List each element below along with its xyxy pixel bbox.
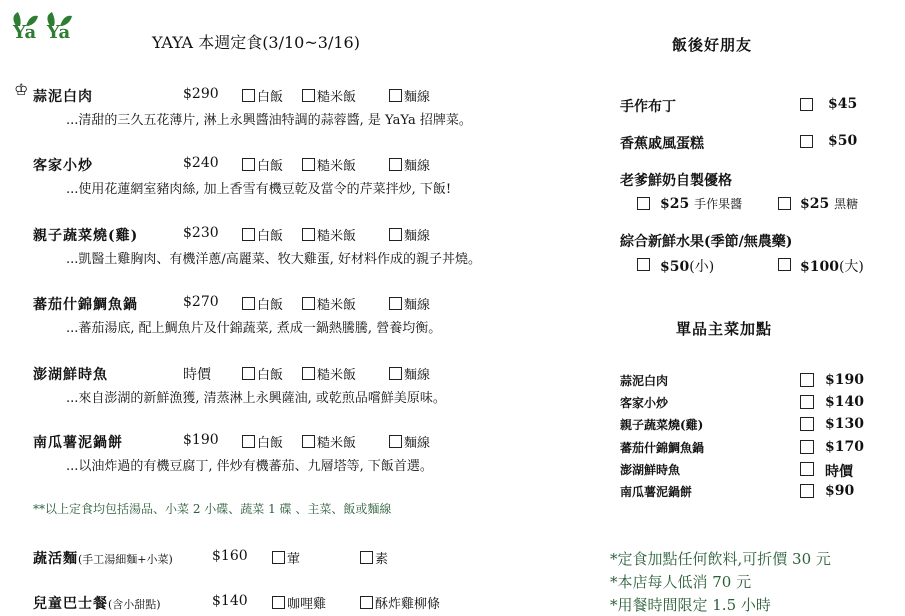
option-label: 麵線 (404, 159, 431, 174)
addon-item-price: $130 (825, 416, 864, 432)
yogurt-name: 老爹鮮奶自製優格 (620, 173, 732, 189)
rice-option-noodle[interactable] (389, 432, 430, 451)
rice-option-white[interactable] (242, 86, 283, 105)
addon-title: 單品主菜加點 (676, 320, 773, 338)
dish-price: $190 (183, 432, 219, 448)
rice-option-brown[interactable] (302, 364, 356, 383)
option-label: 白飯 (257, 159, 284, 174)
rice-option-noodle[interactable] (389, 86, 430, 105)
checkbox[interactable] (242, 297, 255, 310)
noodle-name-text: 蔬活麵 (33, 551, 78, 567)
addon-item-name: 親子蔬菜燒(雞) (620, 418, 704, 432)
addon-item-name: 南瓜薯泥鍋餅 (620, 485, 693, 499)
dish-desc: ...凱醫土雞胸肉、有機洋蔥/高麗菜、牧大雞蛋, 好材料作成的親子丼燒。 (66, 252, 482, 267)
checkbox[interactable] (360, 551, 373, 564)
dish-desc: ...來自澎湖的新鮮漁獲, 清蒸淋上永興薩油, 或乾煎品嚐鮮美原味。 (66, 391, 446, 406)
dessert-title: 飯後好朋友 (672, 36, 753, 54)
rice-option-white[interactable] (242, 225, 283, 244)
dish-price: $230 (183, 225, 219, 241)
addon-checkbox[interactable] (800, 484, 814, 498)
noodle-option-1[interactable] (272, 548, 300, 567)
rice-option-brown[interactable] (302, 225, 356, 244)
checkbox[interactable] (242, 228, 255, 241)
option-label: 糙米飯 (317, 436, 357, 451)
checkbox[interactable] (389, 435, 402, 448)
logo-left-text: Ya (13, 22, 37, 43)
checkbox[interactable] (389, 158, 402, 171)
fruit-option-2-checkbox[interactable] (778, 258, 791, 271)
kids-sub: (含小甜點) (108, 598, 161, 611)
page-title: YAYA 本週定食(3/10~3/16) (152, 33, 360, 52)
yogurt-opt1-label: 手作果醬 (694, 197, 743, 211)
checkbox[interactable] (389, 89, 402, 102)
addon-item-price: $190 (825, 372, 864, 388)
dish-desc: ...以油炸過的有機豆腐丁, 伴炒有機蕃茄、九層塔等, 下飯首選。 (66, 459, 433, 474)
option-label: 糙米飯 (317, 229, 357, 244)
option-label: 麵線 (404, 90, 431, 105)
dish-name: 澎湖鮮時魚 (33, 367, 108, 383)
noodle-price: $160 (212, 548, 248, 564)
yogurt-option-1-checkbox[interactable] (637, 197, 650, 210)
noodle-sub: (手工湯細麵+小菜) (78, 553, 173, 566)
option-label: 白飯 (257, 229, 284, 244)
set-meal-note: **以上定食均包括湯品、小菜 2 小碟、蔬菜 1 碟 、主菜、飯或麵線 (33, 502, 392, 516)
dish-desc: ...蕃茄湯底, 配上鯛魚片及什錦蔬菜, 煮成一鍋熱騰騰, 營養均衡。 (66, 321, 442, 336)
option-label: 麵線 (404, 368, 431, 383)
addon-checkbox[interactable] (800, 462, 814, 476)
logo (8, 8, 78, 48)
footer-note-2: *本店每人低消 70 元 (610, 573, 752, 591)
addon-checkbox[interactable] (800, 417, 814, 431)
option-label: 糙米飯 (317, 368, 357, 383)
option-label: 麵線 (404, 436, 431, 451)
checkbox[interactable] (302, 158, 315, 171)
rice-option-brown[interactable] (302, 432, 356, 451)
rice-option-brown[interactable] (302, 155, 356, 174)
addon-item-name: 蕃茄什錦鯛魚鍋 (620, 441, 705, 455)
pudding-price: $45 (828, 96, 858, 112)
checkbox[interactable] (389, 228, 402, 241)
rice-option-white[interactable] (242, 364, 283, 383)
noodle-option-2[interactable] (360, 548, 388, 567)
fruit-option-2 (800, 256, 864, 276)
option-label: 咖哩雞 (287, 597, 327, 612)
fruit-opt1-label: (小) (689, 259, 715, 275)
yogurt-option-2-checkbox[interactable] (778, 197, 791, 210)
checkbox[interactable] (242, 158, 255, 171)
dish-name: 蒜泥白肉 (33, 89, 93, 105)
checkbox[interactable] (302, 435, 315, 448)
footer-note-1: *定食加點任何飲料,可折價 30 元 (610, 550, 831, 568)
cake-price: $50 (828, 133, 858, 149)
option-label: 白飯 (257, 90, 284, 105)
kids-name-text: 兒童巴士餐 (33, 596, 108, 612)
addon-item-name: 客家小炒 (620, 396, 669, 410)
yogurt-option-1 (660, 195, 742, 212)
option-label: 糙米飯 (317, 298, 357, 313)
addon-item-price: $170 (825, 439, 864, 455)
option-label: 麵線 (404, 298, 431, 313)
dish-price: $240 (183, 155, 219, 171)
cake-checkbox[interactable] (800, 135, 813, 148)
option-label: 白飯 (257, 298, 284, 313)
dish-desc: ...使用花蓮網室豬肉絲, 加上香雪有機豆乾及當令的芹菜拌炒, 下飯! (66, 182, 452, 197)
rice-option-noodle[interactable] (389, 225, 430, 244)
rice-option-brown[interactable] (302, 86, 356, 105)
rice-option-noodle[interactable] (389, 364, 430, 383)
dish-price: $270 (183, 294, 219, 310)
footer-note-3: *用餐時間限定 1.5 小時 (610, 596, 771, 614)
checkbox[interactable] (302, 367, 315, 380)
kids-meal-name (33, 593, 161, 613)
addon-checkbox[interactable] (800, 373, 814, 387)
logo-right-text: Ya (47, 22, 71, 43)
pudding-checkbox[interactable] (800, 98, 813, 111)
kids-price: $140 (212, 593, 248, 609)
dish-name: 親子蔬菜燒(雞) (33, 228, 139, 244)
checkbox[interactable] (302, 297, 315, 310)
checkbox[interactable] (302, 89, 315, 102)
addon-checkbox[interactable] (800, 395, 814, 409)
dish-price: $290 (183, 86, 219, 102)
option-label: 麵線 (404, 229, 431, 244)
addon-checkbox[interactable] (800, 440, 814, 454)
checkbox[interactable] (302, 228, 315, 241)
option-label: 酥炸雞柳條 (375, 597, 441, 612)
addon-item-price: 時價 (825, 464, 853, 480)
rice-option-white[interactable] (242, 155, 283, 174)
rice-option-white[interactable] (242, 294, 283, 313)
addon-item-price: $90 (825, 483, 855, 499)
dish-name: 客家小炒 (33, 158, 93, 174)
dish-name: 蕃茄什錦鯛魚鍋 (33, 297, 138, 313)
rice-option-white[interactable] (242, 432, 283, 451)
cake-name: 香蕉戚風蛋糕 (620, 136, 704, 152)
option-label: 白飯 (257, 368, 284, 383)
addon-item-name: 蒜泥白肉 (620, 374, 669, 388)
kids-option-2[interactable] (360, 593, 440, 612)
fruit-opt2-label: (大) (838, 259, 864, 275)
pudding-name: 手作布丁 (620, 99, 676, 115)
fruit-name: 綜合新鮮水果(季節/無農藥) (620, 234, 793, 250)
checkbox[interactable] (242, 89, 255, 102)
checkbox[interactable] (242, 367, 255, 380)
option-label: 葷 (287, 552, 301, 567)
yogurt-opt1-price: $25 (660, 196, 690, 212)
yogurt-opt2-label: 黑糖 (834, 197, 859, 211)
checkbox[interactable] (389, 297, 402, 310)
fruit-opt2-price: $100 (800, 259, 839, 275)
fruit-opt1-price: $50 (660, 259, 690, 275)
addon-item-price: $140 (825, 394, 864, 410)
addon-item-name: 澎湖鮮時魚 (620, 463, 681, 477)
checkbox[interactable] (389, 367, 402, 380)
fruit-option-1-checkbox[interactable] (637, 258, 650, 271)
option-label: 白飯 (257, 436, 284, 451)
yogurt-opt2-price: $25 (800, 196, 830, 212)
option-label: 糙米飯 (317, 159, 357, 174)
dish-desc: ...清甜的三久五花薄片, 淋上永興醬油特調的蒜蓉醬, 是 YaYa 招牌菜。 (66, 113, 472, 128)
noodle-name (33, 548, 173, 568)
checkbox[interactable] (242, 435, 255, 448)
checkbox[interactable] (272, 551, 285, 564)
option-label: 素 (375, 552, 389, 567)
fruit-option-1 (660, 256, 714, 276)
yogurt-option-2 (800, 195, 858, 212)
rice-option-noodle[interactable] (389, 294, 430, 313)
rice-option-noodle[interactable] (389, 155, 430, 174)
checkbox[interactable] (360, 596, 373, 609)
crown-icon: ♔ (14, 80, 29, 99)
kids-option-1[interactable] (272, 593, 326, 612)
rice-option-brown[interactable] (302, 294, 356, 313)
dish-name: 南瓜薯泥鍋餅 (33, 435, 123, 451)
option-label: 糙米飯 (317, 90, 357, 105)
dish-price: 時價 (183, 367, 211, 383)
checkbox[interactable] (272, 596, 285, 609)
